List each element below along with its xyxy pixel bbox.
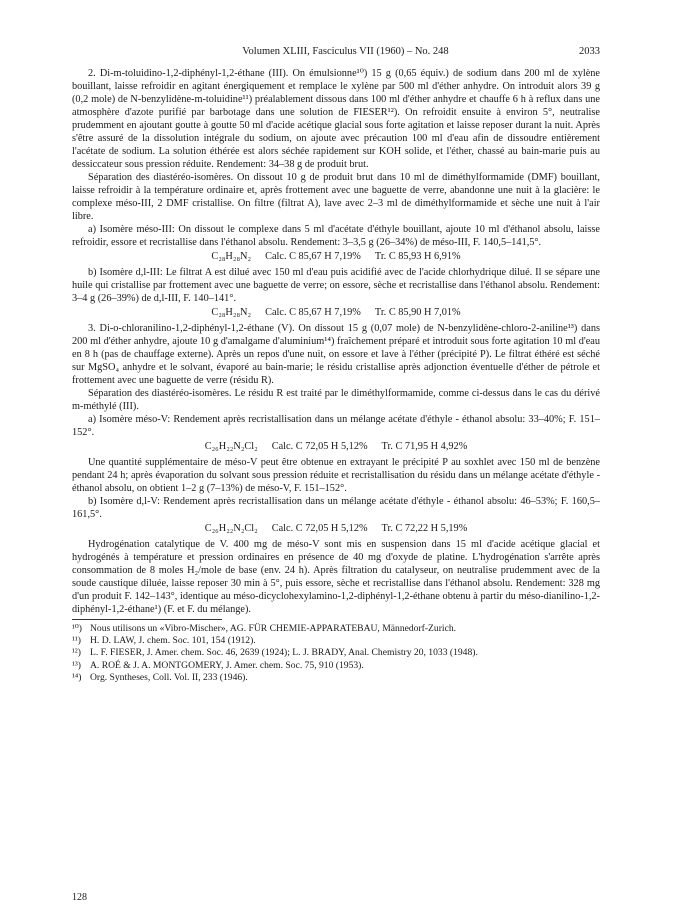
analysis-f: C₂₆H₂₂N₂Cl₂ [204, 523, 258, 534]
footnote-number: ¹²) [72, 647, 81, 659]
footnote [72, 672, 600, 684]
analysis-found: Tr. C 72,22 H 5,19% [381, 523, 468, 534]
analysis-calc: Calc. C 72,05 H 5,12% [271, 523, 368, 534]
footnote-text: Org. Syntheses, Coll. Vol. II, 233 (1946). [90, 671, 248, 683]
elemental-analysis [72, 306, 600, 320]
elemental-analysis [72, 522, 600, 536]
analysis-f: C₂₈H₂₈N₂ [211, 251, 252, 262]
page [72, 46, 600, 684]
paragraph: a) Isomère méso-V: Rendement après recristallisation dans un mélange acétate d'éthyle - éthanol absolu: 33–40%; F. 151–152°. [72, 414, 600, 438]
paragraph: a) Isomère méso-III: On dissout le complexe dans 5 ml d'acétate d'éthyle bouillant, ajoute 10 ml d'éthanol absolu, laisse refroidir, essore et recristallise dans l'éthanol absolu. Rendement: 3–3,5 g (26–34%) de méso-III, F. 140,5–141,5°. [72, 224, 600, 248]
footnote [72, 635, 600, 647]
analysis-found: Tr. C 85,93 H 6,91% [374, 251, 461, 262]
paragraph: Séparation des diastéréo-isomères. Le résidu R est traité par le diméthylformamide, comme ci-dessus dans le cas du dérivé m-méthylé (III). [72, 388, 600, 412]
footnote-number: ¹¹) [72, 635, 81, 647]
analysis-found: Tr. C 85,90 H 7,01% [374, 307, 461, 318]
page-footer: 128 [72, 892, 87, 903]
analysis-calc: Calc. C 72,05 H 5,12% [271, 441, 368, 452]
analysis-f: C₂₆H₂₂N₂Cl₂ [204, 441, 258, 452]
footnotes [72, 623, 600, 684]
footnote-number: ¹³) [72, 659, 81, 671]
elemental-analysis [72, 440, 600, 454]
analysis-f: C₂₈H₂₈N₂ [211, 307, 252, 318]
analysis-found: Tr. C 71,95 H 4,92% [381, 441, 468, 452]
analysis-calc: Calc. C 85,67 H 7,19% [265, 307, 361, 318]
paragraph: Hydrogénation catalytique de V. 400 mg de méso-V sont mis en suspension dans 15 ml d'acide acétique glacial et hydrogénés à température et pression ordinaires en présence de 40 mg d'oxyde de platine. L'hydrogénation s'arrête après consommation de 8 moles H₂/mole de base (env. 24 h). Après filtration du catalyseur, on neutralise prudemment avec de la soude caustique diluée, laisse reposer 30 min à 5°, puis essore, sèche et recristallise dans l'éthanol absolu. Rendement: 328 mg d'un produit F. 142–143°, identique au méso-dicyclohexylamino-1,2-diphényl-1,2-éthane obtenu à partir du méso-dianilino-1,2-diphényl-1,2-éthane¹) (F. et F. du mélange). [72, 539, 600, 615]
paragraph: Une quantité supplémentaire de méso-V peut être obtenue en extrayant le précipité P au soxhlet avec 150 ml de benzène pendant 24 h; après évaporation du solvant sous pression réduite et recristallisation du résidu dans un mélange acétate d'éthyle - éthanol absolu, on obtient 1–2 g (7–13%) de méso-V, F. 151–152°. [72, 457, 600, 494]
footnote-text: Nous utilisons un «Vibro-Mischer», AG. FÜR CHEMIE-APPARATEBAU, Männedorf-Zurich. [90, 623, 457, 634]
paragraph: b) Isomère d,l-III: Le filtrat A est dilué avec 150 ml d'eau puis acidifié avec de l'acide chlorhydrique dilué. Il se sépare une huile qui cristallise par frottement avec une baguette de verre; on essore, sèche et recristallise dans l'éthanol absolu. Rendement: 3–4 g (26–39%) de d,l-III, F. 140–141°. [72, 267, 600, 304]
running-title: Volumen XLIII, Fasciculus VII (1960) – No. 248 [242, 46, 449, 57]
elemental-analysis [72, 250, 600, 264]
footnote-number: ¹⁴) [72, 671, 82, 683]
footnote [72, 660, 600, 672]
paragraph: 2. Di-m-toluidino-1,2-diphényl-1,2-éthane (III). On émulsionne¹⁰) 15 g (0,65 équiv.) de sodium dans 200 ml de xylène bouillant, laisse refroidir en agitant énergiquement et remplace le xylène par 500 ml d'éther anhydre. On introduit alors 39 g (0,2 mole) de N-benzylidène-m-toluidine¹¹) préalablement dissous dans 100 ml d'éther anhydre et chauffe 6 h à reflux dans une atmosphère d'azote purifié par barbotage dans une solution de FIESER¹²). On refroidit ensuite à environ 5°, neutralise prudemment en ajoutant goutte à goutte 50 ml d'acide acétique glacial sous forte agitation et laisse reposer durant la nuit. Après s'être assuré de la dissolution intégrale du sodium, on ajoute avec précaution 100 ml d'eau afin de dissoudre entièrement l'acétate de sodium. La solution éthérée est alors séchée rapidement sur KOH solide, et l'éther, chassé au bain-marie puis au dessiccateur sous pression réduite. Rendement: 34–38 g de produit brut. [72, 68, 600, 170]
footnote [72, 647, 600, 659]
footnote [72, 623, 600, 635]
footnote-text: L. F. FIESER, J. Amer. chem. Soc. 46, 2639 (1924); L. J. BRADY, Anal. Chemistry 20, 1033 (1948). [90, 647, 478, 659]
paragraph: 3. Di-o-chloranilino-1,2-diphényl-1,2-éthane (V). On dissout 15 g (0,07 mole) de N-benzylidène-chloro-2-aniline¹³) dans 200 ml d'éther anhydre, ajoute 10 g d'amalgame d'aluminium¹⁴) fraîchement préparé et introduit sous forte agitation 10 ml d'eau en 8 h (pas de chauffage externe). Après un repos d'une nuit, on essore et lave à l'éther (précipité P). Le filtrat éthéré est séché sur MgSO₄ anhydre et le solvant, évaporé au bain-marie; le résidu cristallise après adjonction éventuelle d'éther de pétrole et frottement avec une baguette de verre (résidu R). [72, 323, 600, 386]
paragraph: b) Isomère d,l-V: Rendement après recristallisation dans un mélange acétate d'éthyle - éthanol absolu: 46–53%; F. 160,5–161,5°. [72, 496, 600, 520]
footnote-number: ¹⁰) [72, 623, 82, 634]
article-body [72, 67, 600, 616]
footnote-text: A. ROÉ & J. A. MONTGOMERY, J. Amer. chem. Soc. 75, 910 (1953). [90, 659, 364, 671]
running-header [72, 46, 600, 57]
footnote-rule [72, 619, 222, 620]
footnote-text: H. D. LAW, J. chem. Soc. 101, 154 (1912). [90, 635, 256, 647]
paragraph: Séparation des diastéréo-isomères. On dissout 10 g de produit brut dans 10 ml de diméthylformamide (DMF) bouillant, laisse refroidir à la température ordinaire et, après frottement avec une baguette de verre, abandonne une nuit à la glacière: le complexe méso-III, 2 DMF cristallise. On filtre (filtrat A), lave avec 2–3 ml de diméthylformamide et sèche une nuit à l'air libre. [72, 172, 600, 222]
page-number: 2033 [579, 46, 600, 57]
analysis-calc: Calc. C 85,67 H 7,19% [265, 251, 361, 262]
